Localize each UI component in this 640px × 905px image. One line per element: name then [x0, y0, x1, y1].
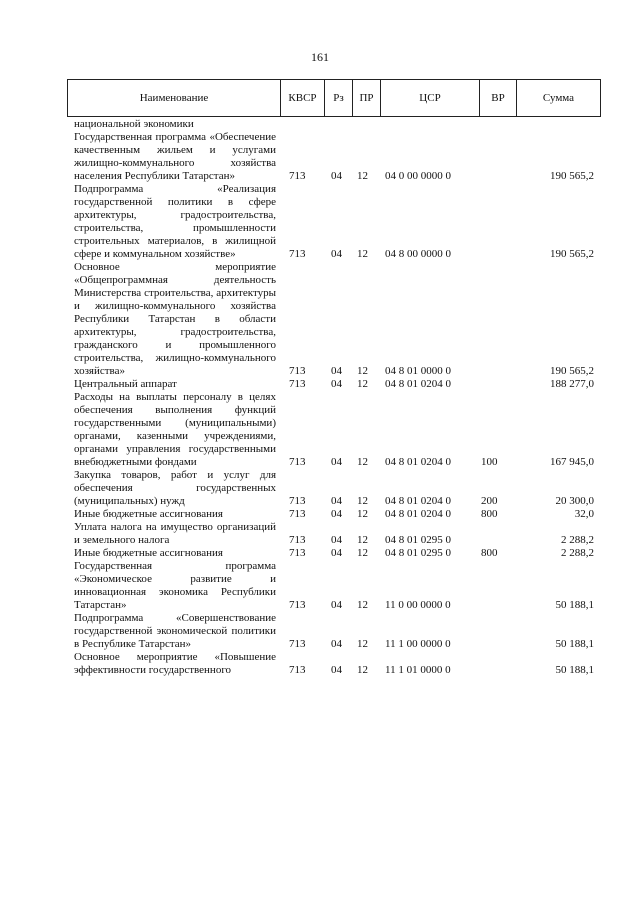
row-pr: 12: [357, 508, 368, 520]
column-header-rz: Рз: [325, 80, 353, 117]
row-name: Основное мероприятие «Повышение эффективности государственного: [74, 651, 276, 676]
row-sum: 190 565,2: [550, 248, 594, 260]
row-name: Закупка товаров, работ и услуг для обеспечения государственных (муниципальных) нужд: [74, 469, 276, 507]
row-pr: 12: [357, 365, 368, 377]
row-csr: 04 8 01 0204 0: [385, 508, 451, 520]
table-row: [0, 521, 640, 547]
row-vr: 100: [481, 456, 498, 468]
row-kvsr: 713: [289, 248, 306, 260]
row-kvsr: 713: [289, 599, 306, 611]
row-vr: 800: [481, 547, 498, 559]
row-rz: 04: [331, 248, 342, 260]
row-name: Иные бюджетные ассигнования: [74, 547, 223, 559]
row-name: Государственная программа «Обеспечение качественным жильем и услугами жилищно-коммунального хозяйства населения Республики Татарстан»: [74, 131, 276, 182]
table-row: [0, 560, 640, 612]
row-sum: 190 565,2: [550, 170, 594, 182]
row-rz: 04: [331, 534, 342, 546]
row-pr: 12: [357, 378, 368, 390]
row-rz: 04: [331, 599, 342, 611]
row-kvsr: 713: [289, 378, 306, 390]
row-rz: 04: [331, 495, 342, 507]
row-name: Государственная программа «Экономическое развитие и инновационная экономика Республики Татарстан»: [74, 560, 276, 611]
row-kvsr: 713: [289, 495, 306, 507]
column-header-name: Наименование: [68, 80, 281, 117]
row-rz: 04: [331, 508, 342, 520]
row-kvsr: 713: [289, 664, 306, 676]
row-kvsr: 713: [289, 365, 306, 377]
row-pr: 12: [357, 170, 368, 182]
row-csr: 11 1 00 0000 0: [385, 638, 451, 650]
row-name: Центральный аппарат: [74, 378, 177, 390]
row-vr: 800: [481, 508, 498, 520]
column-header-sum: Сумма: [517, 80, 601, 117]
row-pr: 12: [357, 638, 368, 650]
row-pr: 12: [357, 664, 368, 676]
row-name: Уплата налога на имущество организаций и земельного налога: [74, 521, 276, 546]
row-kvsr: 713: [289, 638, 306, 650]
row-rz: 04: [331, 378, 342, 390]
row-pr: 12: [357, 495, 368, 507]
row-csr: 04 8 01 0295 0: [385, 547, 451, 559]
row-kvsr: 713: [289, 508, 306, 520]
table-row: [0, 391, 640, 469]
table-header: [67, 79, 601, 117]
row-name: Иные бюджетные ассигнования: [74, 508, 223, 520]
column-header-vr: ВР: [480, 80, 517, 117]
table-row: [0, 378, 640, 391]
table-row: [0, 612, 640, 651]
row-sum: 188 277,0: [550, 378, 594, 390]
row-csr: 04 8 01 0295 0: [385, 534, 451, 546]
table-body: [0, 118, 640, 677]
table-row: [0, 183, 640, 261]
row-rz: 04: [331, 456, 342, 468]
row-sum: 50 188,1: [555, 599, 594, 611]
row-sum: 167 945,0: [550, 456, 594, 468]
row-name: Основное мероприятие «Общепрограммная деятельность Министерства строительства, архитектуры и жилищно-коммунального хозяйства Республики Татарстан в области архитектуры, градостроительства, гражданского и промышленного строительства, жилищно-коммунального хозяйства»: [74, 261, 276, 377]
column-header-csr: ЦСР: [381, 80, 480, 117]
row-csr: 04 8 01 0204 0: [385, 378, 451, 390]
continuation-row: [0, 118, 640, 131]
row-csr: 04 8 01 0204 0: [385, 456, 451, 468]
row-kvsr: 713: [289, 170, 306, 182]
row-name: Подпрограмма «Реализация государственной политики в сфере архитектуры, градостроительства, строительства, промышленности строительных материалов, в жилищной сфере и коммунальном хозяйстве»: [74, 183, 276, 260]
table-row: [0, 651, 640, 677]
row-sum: 2 288,2: [561, 547, 594, 559]
row-kvsr: 713: [289, 547, 306, 559]
row-csr: 04 8 01 0000 0: [385, 365, 451, 377]
row-vr: 200: [481, 495, 498, 507]
row-pr: 12: [357, 248, 368, 260]
page-number: 161: [311, 50, 329, 64]
table-row: [0, 131, 640, 183]
column-header-pr: ПР: [353, 80, 381, 117]
row-sum: 2 288,2: [561, 534, 594, 546]
row-sum: 190 565,2: [550, 365, 594, 377]
table-row: [0, 469, 640, 508]
row-csr: 11 1 01 0000 0: [385, 664, 451, 676]
row-pr: 12: [357, 547, 368, 559]
row-sum: 20 300,0: [555, 495, 594, 507]
row-csr: 04 0 00 0000 0: [385, 170, 451, 182]
row-csr: 11 0 00 0000 0: [385, 599, 451, 611]
row-kvsr: 713: [289, 534, 306, 546]
row-rz: 04: [331, 365, 342, 377]
row-rz: 04: [331, 170, 342, 182]
row-csr: 04 8 00 0000 0: [385, 248, 451, 260]
row-name: Расходы на выплаты персоналу в целях обеспечения выполнения функций государственными (муниципальными) органами, казенными учреждениями, органами управления государственными внебюджетными фондами: [74, 391, 276, 468]
row-sum: 50 188,1: [555, 664, 594, 676]
row-sum: 32,0: [574, 508, 594, 520]
row-csr: 04 8 01 0204 0: [385, 495, 451, 507]
row-pr: 12: [357, 599, 368, 611]
row-rz: 04: [331, 547, 342, 559]
row-pr: 12: [357, 456, 368, 468]
column-header-kvsr: КВСР: [281, 80, 325, 117]
row-name: национальной экономики: [74, 118, 194, 130]
table-row: [0, 508, 640, 521]
row-name: Подпрограмма «Совершенствование государственной экономической политики в Республике Татарстан»: [74, 612, 276, 650]
table-row: [0, 261, 640, 378]
row-kvsr: 713: [289, 456, 306, 468]
table-row: [0, 547, 640, 560]
row-rz: 04: [331, 664, 342, 676]
row-rz: 04: [331, 638, 342, 650]
row-sum: 50 188,1: [555, 638, 594, 650]
row-pr: 12: [357, 534, 368, 546]
